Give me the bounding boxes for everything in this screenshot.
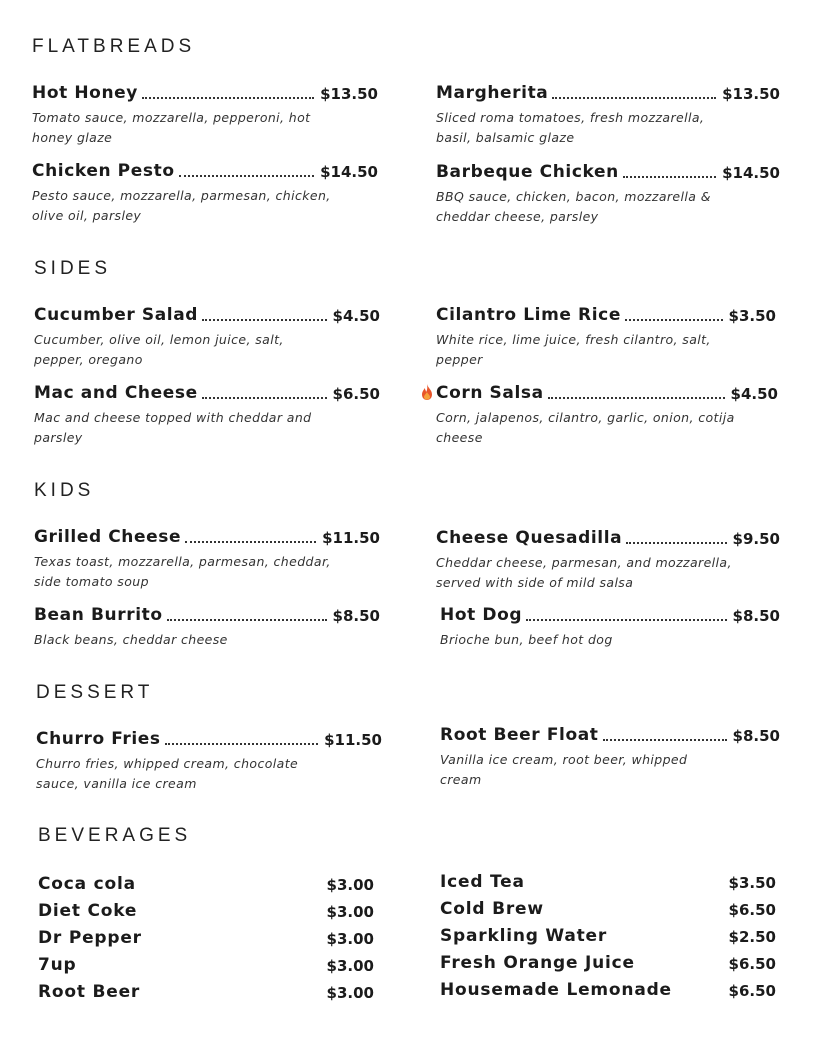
- menu-item-barbeque-chicken: [436, 157, 780, 226]
- item-name: Hot Honey: [32, 83, 138, 103]
- beverage-price: $3.00: [326, 930, 374, 948]
- dot-leader: [167, 618, 327, 621]
- item-description: White rice, lime juice, fresh cilantro, salt, pepper: [436, 332, 711, 367]
- item-name: Chicken Pesto: [32, 161, 175, 181]
- item-price: $4.50: [332, 307, 380, 325]
- dot-leader: [623, 175, 716, 178]
- item-price: $13.50: [320, 85, 378, 103]
- beverage-row: [38, 974, 374, 1001]
- item-description: Churro fries, whipped cream, chocolate sauce, vanilla ice cream: [36, 756, 299, 791]
- menu-item-cucumber-salad: [34, 300, 380, 369]
- section-title-sides: SIDES: [34, 258, 112, 279]
- item-price: $3.50: [728, 307, 776, 325]
- item-price: $13.50: [722, 85, 780, 103]
- menu-item-grilled-cheese: [34, 522, 380, 591]
- item-name: Cilantro Lime Rice: [436, 305, 621, 325]
- section-title-flatbreads: FLATBREADS: [32, 36, 196, 57]
- item-price: $11.50: [324, 731, 382, 749]
- dot-leader: [625, 318, 723, 321]
- beverage-name: Fresh Orange Juice: [440, 953, 635, 973]
- beverage-name: Dr Pepper: [38, 928, 142, 948]
- item-price: $14.50: [320, 163, 378, 181]
- item-description: Pesto sauce, mozzarella, parmesan, chicken, olive oil, parsley: [32, 188, 331, 223]
- menu-item-hot-honey: [32, 78, 378, 147]
- item-price: $6.50: [332, 385, 380, 403]
- dot-leader: [603, 738, 727, 741]
- item-description: Tomato sauce, mozzarella, pepperoni, hot honey glaze: [32, 110, 311, 145]
- flame-icon: [421, 384, 433, 400]
- item-name: Bean Burrito: [34, 605, 163, 625]
- menu-item-hot-dog: [440, 600, 780, 650]
- dot-leader: [548, 396, 725, 399]
- beverage-name: 7up: [38, 955, 77, 975]
- dot-leader: [626, 541, 726, 544]
- item-price: $4.50: [730, 385, 778, 403]
- item-name: Cucumber Salad: [34, 305, 199, 325]
- item-price: $11.50: [322, 529, 380, 547]
- menu-item-mac-and-cheese: [34, 378, 380, 447]
- dot-leader: [165, 742, 318, 745]
- item-price: $8.50: [332, 607, 380, 625]
- menu-item-cheese-quesadilla: [436, 523, 780, 592]
- dot-leader: [185, 540, 316, 543]
- item-name: Churro Fries: [36, 729, 161, 749]
- dot-leader: [552, 96, 716, 99]
- item-description: Brioche bun, beef hot dog: [440, 632, 613, 647]
- beverage-row: [440, 945, 776, 972]
- beverage-price: $2.50: [728, 928, 776, 946]
- item-description: Black beans, cheddar cheese: [34, 632, 228, 647]
- dot-leader: [142, 96, 314, 99]
- beverage-price: $3.00: [326, 957, 374, 975]
- item-name: Cheese Quesadilla: [436, 528, 623, 548]
- item-price: $8.50: [732, 727, 780, 745]
- beverage-name: Coca cola: [38, 874, 136, 894]
- section-title-beverages: BEVERAGES: [38, 825, 192, 846]
- menu-item-root-beer-float: [440, 720, 780, 789]
- menu-item-cilantro-lime-rice: [436, 300, 776, 369]
- beverage-price: $3.00: [326, 903, 374, 921]
- item-name: Corn Salsa: [436, 383, 544, 403]
- beverage-name: Root Beer: [38, 982, 141, 1002]
- dot-leader: [202, 396, 327, 399]
- item-description: BBQ sauce, chicken, bacon, mozzarella & cheddar cheese, parsley: [436, 189, 711, 224]
- beverage-name: Sparkling Water: [440, 926, 608, 946]
- item-name: Hot Dog: [440, 605, 523, 625]
- beverage-row: [440, 972, 776, 999]
- item-name: Margherita: [436, 83, 549, 103]
- beverage-row: [38, 866, 374, 893]
- item-name: Barbeque Chicken: [436, 162, 619, 182]
- beverage-price: $6.50: [728, 901, 776, 919]
- beverage-name: Diet Coke: [38, 901, 138, 921]
- menu-item-bean-burrito: [34, 600, 380, 650]
- beverages-list-left: [38, 866, 374, 1001]
- beverage-row: [38, 920, 374, 947]
- item-description: Mac and cheese topped with cheddar and parsley: [34, 410, 312, 445]
- beverage-name: Cold Brew: [440, 899, 544, 919]
- item-description: Cucumber, olive oil, lemon juice, salt, pepper, oregano: [34, 332, 284, 367]
- section-title-kids: KIDS: [34, 480, 95, 501]
- item-description: Sliced roma tomatoes, fresh mozzarella, basil, balsamic glaze: [436, 110, 705, 145]
- beverage-row: [440, 918, 776, 945]
- beverage-row: [38, 893, 374, 920]
- item-name: Root Beer Float: [440, 725, 599, 745]
- item-name: Mac and Cheese: [34, 383, 198, 403]
- item-description: Vanilla ice cream, root beer, whipped cream: [440, 752, 688, 787]
- beverage-price: $3.00: [326, 984, 374, 1002]
- beverage-price: $6.50: [728, 982, 776, 1000]
- item-description: Cheddar cheese, parmesan, and mozzarella, served with side of mild salsa: [436, 555, 732, 590]
- item-name: Grilled Cheese: [34, 527, 182, 547]
- beverage-price: $3.50: [728, 874, 776, 892]
- dot-leader: [202, 318, 326, 321]
- item-description: Texas toast, mozzarella, parmesan, cheddar, side tomato soup: [34, 554, 331, 589]
- beverage-row: [440, 864, 776, 891]
- menu-item-churro-fries: [36, 724, 382, 793]
- dot-leader: [179, 174, 315, 177]
- beverage-row: [38, 947, 374, 974]
- menu-item-margherita: [436, 78, 780, 147]
- item-description: Corn, jalapenos, cilantro, garlic, onion, cotija cheese: [436, 410, 735, 445]
- item-price: $9.50: [732, 530, 780, 548]
- section-title-dessert: DESSERT: [36, 682, 154, 703]
- item-price: $14.50: [722, 164, 780, 182]
- menu-item-corn-salsa: [436, 378, 778, 447]
- beverage-price: $6.50: [728, 955, 776, 973]
- beverage-row: [440, 891, 776, 918]
- beverage-price: $3.00: [326, 876, 374, 894]
- beverage-name: Housemade Lemonade: [440, 980, 672, 1000]
- beverage-name: Iced Tea: [440, 872, 525, 892]
- beverages-list-right: [440, 864, 776, 999]
- dot-leader: [526, 618, 726, 621]
- item-price: $8.50: [732, 607, 780, 625]
- menu-item-chicken-pesto: [32, 156, 378, 225]
